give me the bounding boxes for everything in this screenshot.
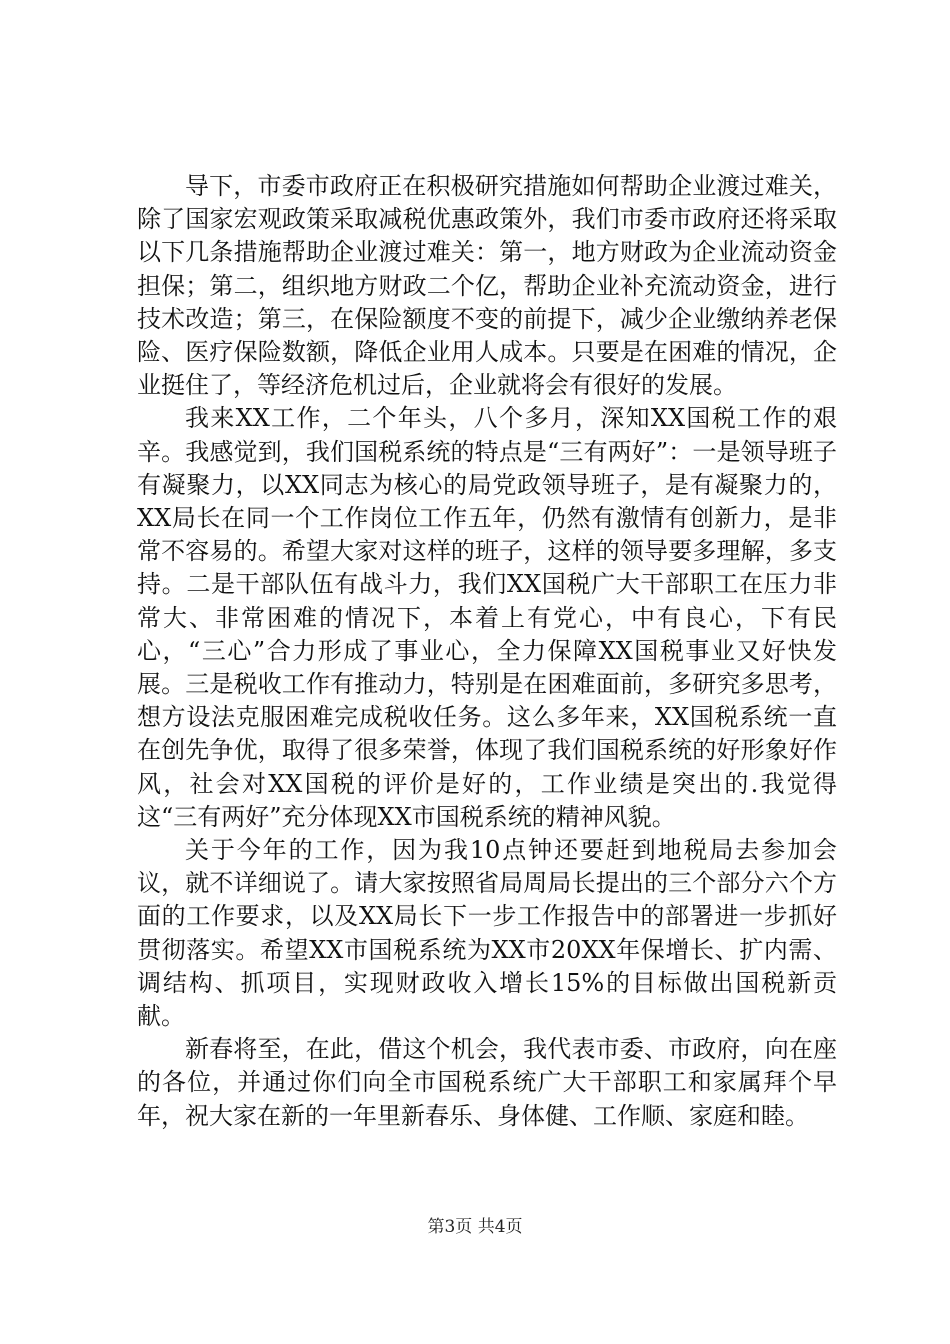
- page-footer: 第3页 共4页: [427, 1217, 523, 1237]
- paragraph: 导下，市委市政府正在积极研究措施如何帮助企业渡过难关，除了国家宏观政策采取减税优惠政策外，我们市委市政府还将采取以下几条措施帮助企业渡过难关：第一，地方财政为企业流动资金担保；第二，组织地方财政二个亿，帮助企业补充流动资金，进行技术改造；第三，在保险额度不变的前提下，减少企业缴纳养老保险、医疗保险数额，降低企业用人成本。只要是在困难的情况，企业挺住了，等经济危机过后，企业就将会有很好的发展。: [137, 172, 837, 400]
- paragraph: 关于今年的工作，因为我10点钟还要赶到地税局去参加会议，就不详细说了。请大家按照省局周局长提出的三个部分六个方面的工作要求，以及XX局长下一步工作报告中的部署进一步抓好贯彻落实。希望XX市国税系统为XX市20XX年保增长、扩内需、调结构、抓项目，实现财政收入增长15%的目标做出国税新贡献。: [137, 836, 837, 1031]
- paragraph: 我来XX工作，二个年头，八个多月，深知XX国税工作的艰辛。我感觉到，我们国税系统的特点是“三有两好”：一是领导班子有凝聚力，以XX同志为核心的局党政领导班子，是有凝聚力的，XX局长在同一个工作岗位工作五年，仍然有激情有创新力，是非常不容易的。希望大家对这样的班子，这样的领导要多理解，多支持。二是干部队伍有战斗力，我们XX国税广大干部职工在压力非常大、非常困难的情况下，本着上有党心，中有良心，下有民心，“三心”合力形成了事业心，全力保障XX国税事业又好快发展。三是税收工作有推动力，特别是在困难面前，多研究多思考，想方设法克服困难完成税收任务。这么多年来，XX国税系统一直在创先争优，取得了很多荣誉，体现了我们国税系统的好形象好作风，社会对XX国税的评价是好的，工作业绩是突出的.我觉得这“三有两好”充分体现XX市国税系统的精神风貌。: [137, 404, 837, 831]
- document-body: [137, 170, 837, 1133]
- paragraph: 新春将至，在此，借这个机会，我代表市委、市政府，向在座的各位，并通过你们向全市国税系统广大干部职工和家属拜个早年，祝大家在新的一年里新春乐、身体健、工作顺、家庭和睦。: [137, 1035, 837, 1130]
